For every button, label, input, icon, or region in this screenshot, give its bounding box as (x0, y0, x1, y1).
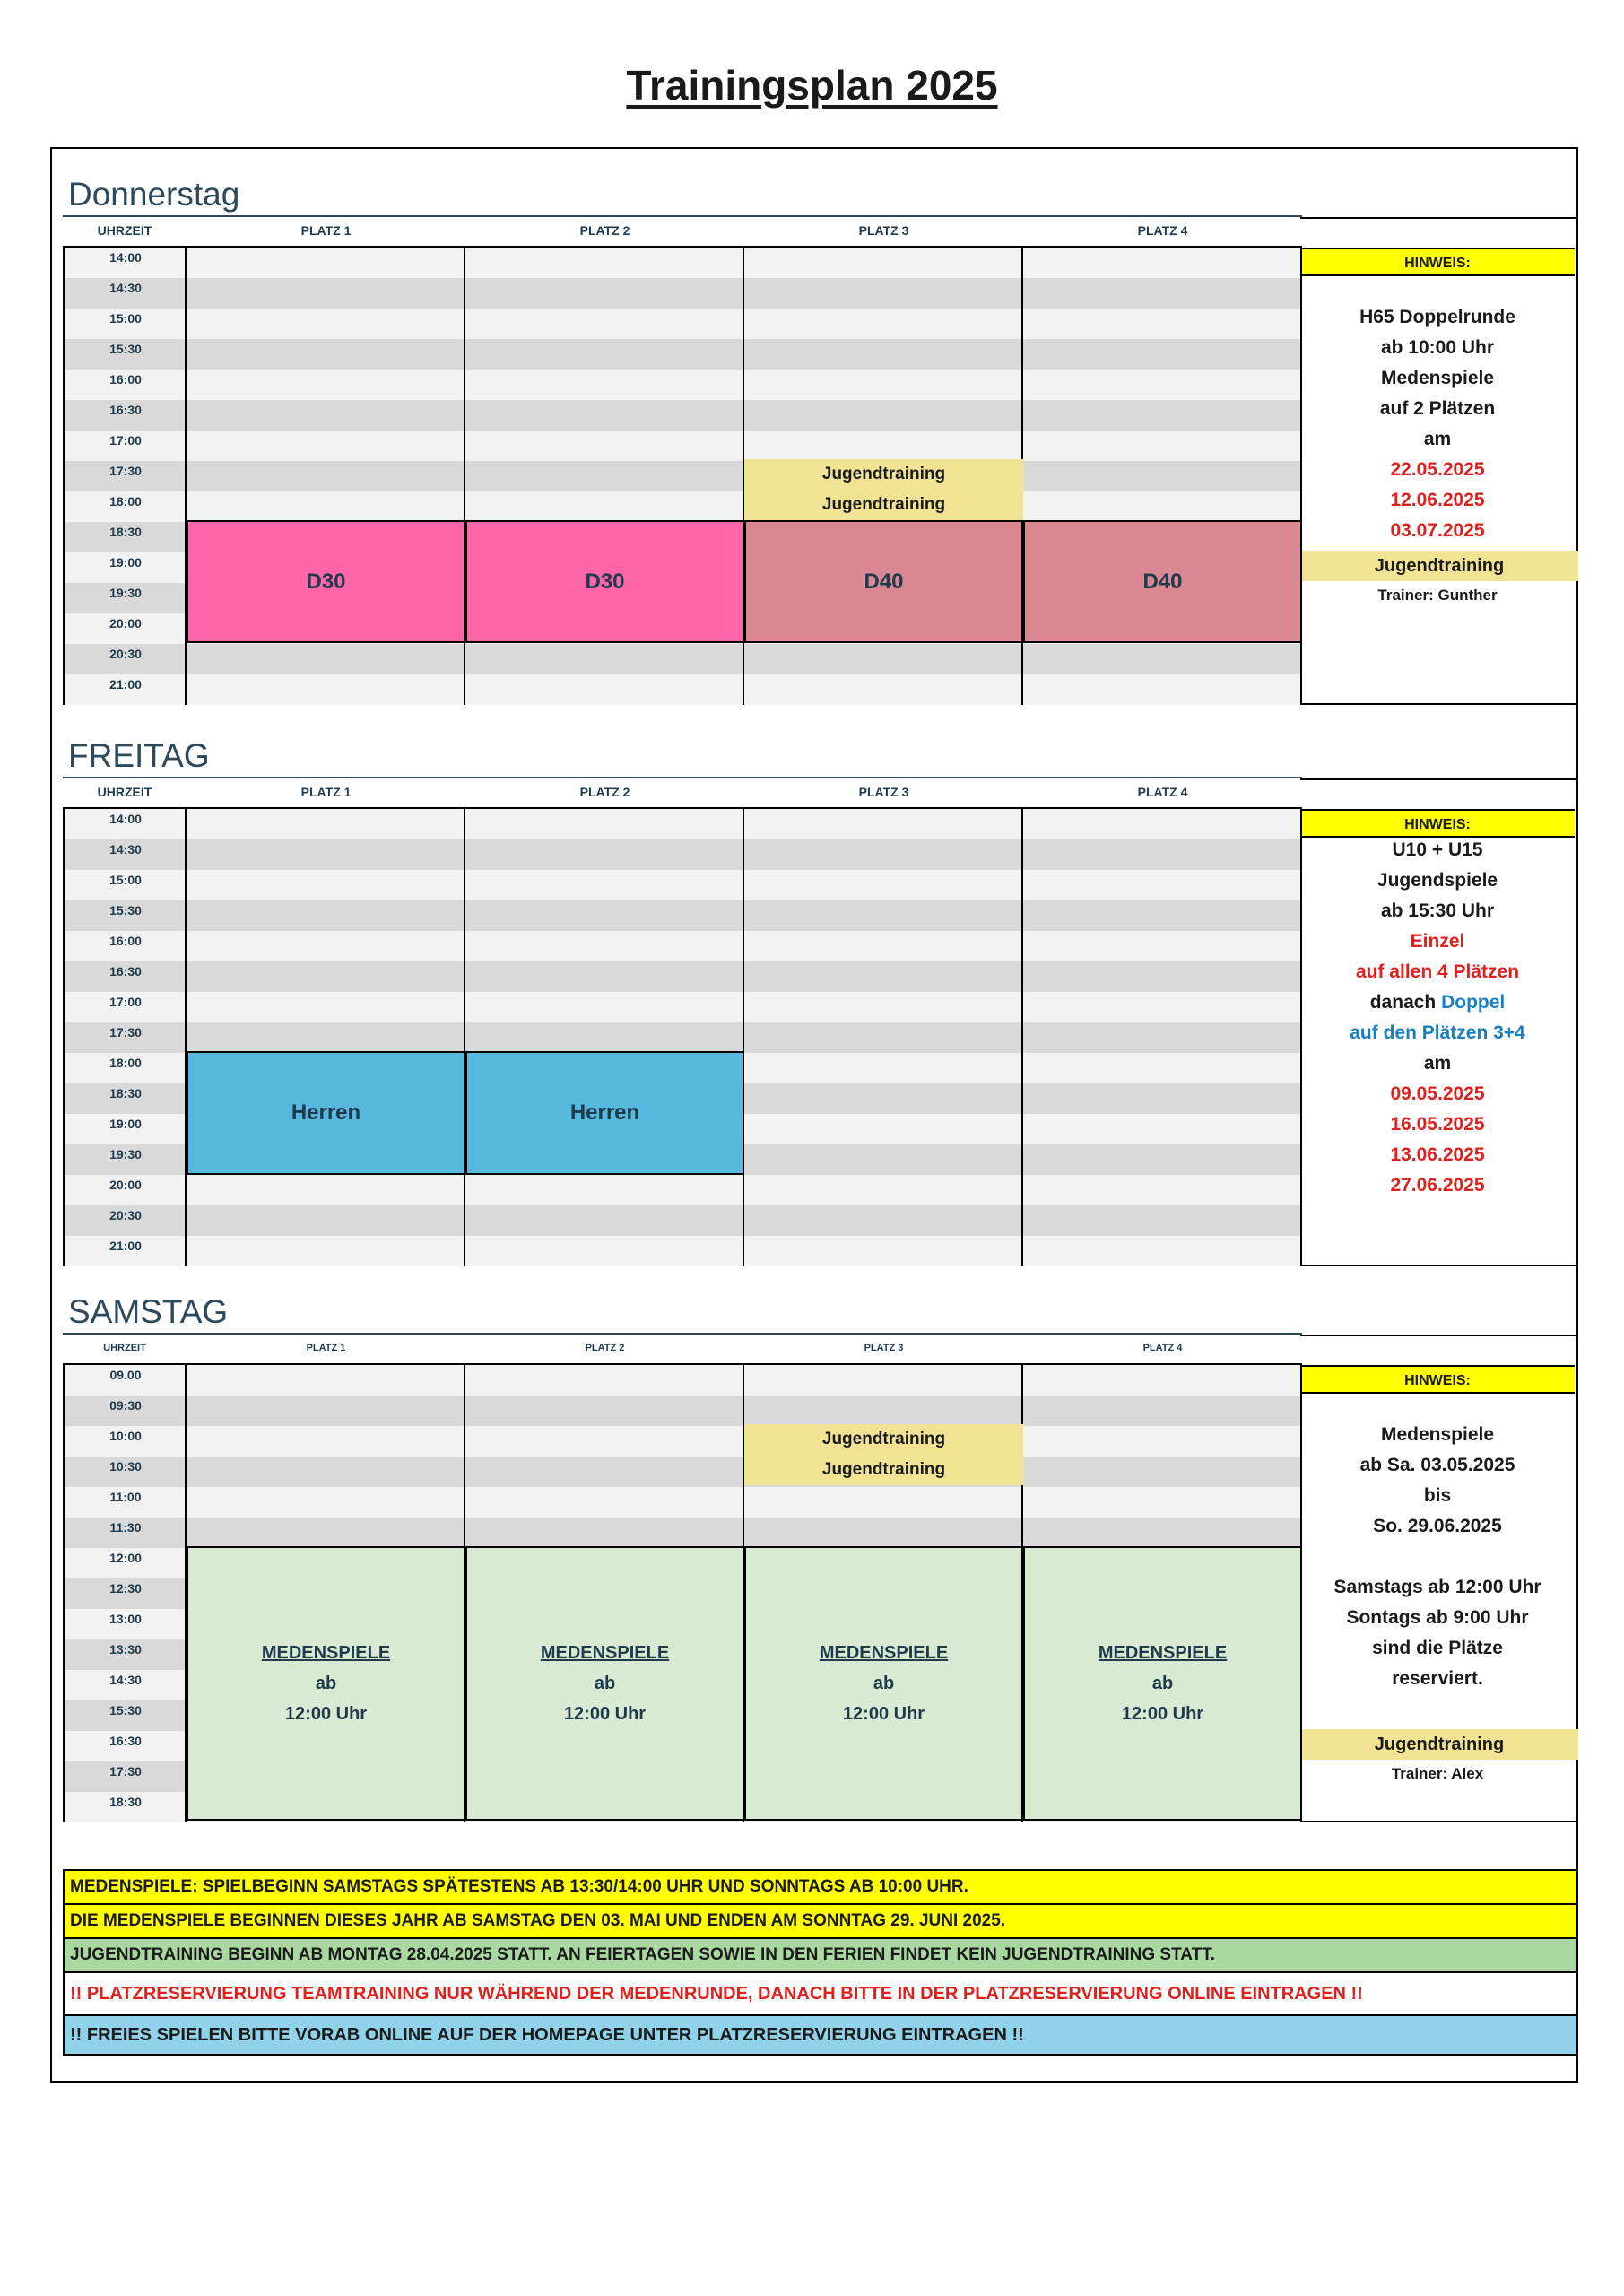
time-row-stripe (187, 1365, 1302, 1396)
hint-line: U10 + U15 (1392, 839, 1483, 860)
medenspiele-block (465, 1546, 744, 1821)
header-uhrzeit: UHRZEIT (97, 785, 152, 799)
time-label: 15:00 (109, 311, 142, 326)
time-label: 17:30 (109, 1025, 142, 1039)
time-row-stripe (187, 309, 1302, 339)
hint-line: am (1423, 1053, 1452, 1074)
time-label: 12:00 (109, 1551, 142, 1565)
jugendtraining-slot: Jugendtraining (744, 1455, 1023, 1485)
time-label: 14:00 (109, 250, 142, 265)
hint-heading: HINWEIS: (1300, 1365, 1575, 1394)
hint-line: ab Sa. 03.05.2025 (1359, 1455, 1515, 1475)
hint-line: auf den Plätzen 3+4 (1350, 1022, 1525, 1043)
hint-line: bis (1423, 1485, 1452, 1506)
time-label: 20:00 (109, 1178, 142, 1192)
hint-heading: HINWEIS: (1300, 809, 1575, 838)
time-label: 09.00 (109, 1368, 142, 1382)
hint-line: auf 2 Plätzen (1379, 398, 1496, 419)
hint-jugendtraining: Jugendtraining (1300, 1729, 1578, 1760)
hint-date: 03.07.2025 (1390, 520, 1485, 541)
medenspiele-label: MEDENSPIELE (261, 1643, 391, 1663)
time-label: 21:00 (109, 1239, 142, 1253)
time-row-stripe (187, 430, 1302, 461)
header-platz-4: PLATZ 4 (1137, 223, 1188, 238)
time-label: 13:00 (109, 1612, 142, 1626)
time-row-stripe (187, 961, 1302, 992)
medenspiele-ab: ab (1151, 1674, 1174, 1693)
hint-panel (1300, 217, 1578, 705)
hint-line: am (1423, 429, 1452, 449)
header-platz-1: PLATZ 1 (306, 1343, 346, 1353)
hint-line: sind die Plätze (1372, 1638, 1503, 1658)
time-row-stripe (187, 992, 1302, 1022)
time-label: 19:30 (109, 586, 142, 600)
time-label: 17:00 (109, 995, 142, 1009)
medenspiele-label: MEDENSPIELE (540, 1643, 670, 1663)
time-row-stripe (187, 1518, 1302, 1548)
time-row-stripe (187, 1396, 1302, 1426)
hint-heading: HINWEIS: (1300, 248, 1575, 276)
hint-line: Medenspiele (1380, 1424, 1495, 1445)
hint-jugendtraining: Jugendtraining (1300, 551, 1578, 581)
time-row-stripe (187, 900, 1302, 931)
header-platz-3: PLATZ 3 (858, 223, 909, 238)
training-block-herren: Herren (465, 1051, 744, 1175)
hint-date: 09.05.2025 (1390, 1083, 1485, 1104)
time-label: 17:30 (109, 464, 142, 478)
page-title: Trainingsplan 2025 (626, 62, 998, 109)
hint-text: danach (1369, 992, 1442, 1013)
hint-date: 22.05.2025 (1390, 459, 1485, 480)
hint-trainer: Trainer: Alex (1391, 1765, 1484, 1782)
time-row-stripe (187, 1487, 1302, 1518)
note-medenspiele-zeitraum: DIE MEDENSPIELE BEGINNEN DIESES JAHR AB SAMSTAG DEN 03. MAI UND ENDEN AM SONNTAG 29. JUNI 2025. (63, 1903, 1578, 1939)
time-label: 20:00 (109, 616, 142, 631)
time-label: 16:30 (109, 403, 142, 417)
jugendtraining-slot: Jugendtraining (744, 459, 1023, 490)
section-donnerstag (63, 176, 1578, 714)
time-row-stripe (187, 1175, 1302, 1205)
header-platz-1: PLATZ 1 (300, 223, 352, 238)
header-platz-1: PLATZ 1 (300, 785, 352, 799)
hint-date: 13.06.2025 (1390, 1144, 1485, 1165)
time-label: 18:30 (109, 525, 142, 539)
header-platz-2: PLATZ 2 (579, 785, 630, 799)
hint-line: Jugendspiele (1376, 870, 1498, 891)
time-label: 20:30 (109, 647, 142, 661)
day-title: SAMSTAG (68, 1293, 229, 1330)
header-platz-3: PLATZ 3 (864, 1343, 904, 1353)
time-label: 16:00 (109, 372, 142, 387)
day-title: FREITAG (68, 737, 210, 774)
note-freies-spielen: !! FREIES SPIELEN BITTE VORAB ONLINE AUF DER HOMEPAGE UNTER PLATZRESERVIERUNG EINTRAGEN !! (63, 2014, 1578, 2056)
medenspiele-time: 12:00 Uhr (1121, 1704, 1204, 1724)
time-label: 11:30 (109, 1520, 142, 1535)
medenspiele-time: 12:00 Uhr (563, 1704, 647, 1724)
time-label: 20:30 (109, 1208, 142, 1222)
medenspiele-ab: ab (594, 1674, 616, 1693)
header-uhrzeit: UHRZEIT (103, 1343, 146, 1353)
time-label: 17:30 (109, 1764, 142, 1779)
time-label: 18:30 (109, 1795, 142, 1809)
time-label: 13:30 (109, 1642, 142, 1657)
time-row-stripe (187, 1205, 1302, 1236)
medenspiele-block (1023, 1546, 1302, 1821)
hint-line: H65 Doppelrunde (1359, 307, 1515, 327)
time-row-stripe (187, 339, 1302, 370)
time-label: 21:00 (109, 677, 142, 691)
time-row-stripe (187, 1022, 1302, 1053)
hint-trainer: Trainer: Gunther (1377, 587, 1498, 604)
schedule-grid (63, 1363, 1302, 1822)
hint-line: auf allen 4 Plätzen (1355, 961, 1520, 982)
time-row-stripe (187, 370, 1302, 400)
hint-line: Samstags ab 12:00 Uhr (1333, 1577, 1541, 1597)
hint-line: Medenspiele (1380, 368, 1495, 388)
time-label: 14:30 (109, 842, 142, 857)
time-label: 15:30 (109, 903, 142, 918)
time-row-stripe (187, 931, 1302, 961)
training-block-d40: D40 (744, 520, 1023, 643)
time-row-stripe (187, 248, 1302, 278)
hint-date: 16.05.2025 (1390, 1114, 1485, 1135)
header-platz-2: PLATZ 2 (585, 1343, 625, 1353)
time-row-stripe (187, 1236, 1302, 1266)
column-header-row (63, 1335, 1302, 1361)
medenspiele-ab: ab (873, 1674, 895, 1693)
time-label: 15:00 (109, 873, 142, 887)
time-label: 18:30 (109, 1086, 142, 1100)
medenspiele-label: MEDENSPIELE (1098, 1643, 1228, 1663)
time-label: 12:30 (109, 1581, 142, 1596)
time-label: 19:00 (109, 555, 142, 570)
hint-text-doppel: Doppel (1441, 992, 1506, 1013)
hint-line: So. 29.06.2025 (1373, 1516, 1502, 1536)
time-label: 19:00 (109, 1117, 142, 1131)
time-row-stripe (187, 809, 1302, 839)
time-label: 15:30 (109, 342, 142, 356)
schedule-grid (63, 246, 1302, 705)
hint-line: ab 15:30 Uhr (1380, 900, 1495, 921)
schedule-grid (63, 807, 1302, 1266)
medenspiele-time: 12:00 Uhr (842, 1704, 925, 1724)
time-label: 14:30 (109, 1673, 142, 1687)
time-label: 18:00 (109, 494, 142, 509)
time-label: 19:30 (109, 1147, 142, 1161)
training-block-d30: D30 (187, 520, 465, 643)
section-samstag (63, 1293, 1578, 1849)
time-row-stripe (187, 674, 1302, 705)
training-block-herren: Herren (187, 1051, 465, 1175)
time-row-stripe (187, 644, 1302, 674)
hint-line: ab 10:00 Uhr (1380, 337, 1495, 358)
time-label: 11:00 (109, 1490, 142, 1504)
time-label: 15:30 (109, 1703, 142, 1718)
column-header-row (63, 217, 1302, 244)
hint-line: Einzel (1410, 931, 1465, 952)
header-platz-4: PLATZ 4 (1137, 785, 1188, 799)
note-platzreservierung-team: !! PLATZRESERVIERUNG TEAMTRAINING NUR WÄHREND DER MEDENRUNDE, DANACH BITTE IN DER PLATZRESERVIERUNG ONLINE EINTRAGEN !! (63, 1971, 1578, 2016)
time-label: 09:30 (109, 1398, 142, 1413)
training-block-d30: D30 (465, 520, 744, 643)
medenspiele-ab: ab (315, 1674, 337, 1693)
jugendtraining-slot: Jugendtraining (744, 1424, 1023, 1455)
section-freitag (63, 737, 1578, 1275)
time-label: 14:30 (109, 281, 142, 295)
hint-panel (1300, 1335, 1578, 1822)
hint-panel (1300, 778, 1578, 1266)
header-platz-4: PLATZ 4 (1142, 1343, 1183, 1353)
note-jugendtraining: JUGENDTRAINING BEGINN AB MONTAG 28.04.2025 STATT. AN FEIERTAGEN SOWIE IN DEN FERIEN FINDET KEIN JUGENDTRAINING STATT. (63, 1937, 1578, 1973)
hint-date: 12.06.2025 (1390, 490, 1485, 510)
time-label: 14:00 (109, 812, 142, 826)
time-row-stripe (187, 839, 1302, 870)
time-row-stripe (187, 278, 1302, 309)
hint-line: reserviert. (1392, 1668, 1483, 1689)
training-block-d40: D40 (1023, 520, 1302, 643)
medenspiele-label: MEDENSPIELE (819, 1643, 949, 1663)
medenspiele-time: 12:00 Uhr (284, 1704, 368, 1724)
hint-line (1300, 992, 1575, 1013)
time-label: 17:00 (109, 433, 142, 448)
header-platz-2: PLATZ 2 (579, 223, 630, 238)
time-label: 16:30 (109, 964, 142, 978)
column-header-row (63, 778, 1302, 805)
time-label: 16:00 (109, 934, 142, 948)
time-label: 10:30 (109, 1459, 142, 1474)
time-label: 16:30 (109, 1734, 142, 1748)
hint-line: Sontags ab 9:00 Uhr (1346, 1607, 1529, 1628)
time-label: 18:00 (109, 1056, 142, 1070)
hint-date: 27.06.2025 (1390, 1175, 1485, 1196)
header-platz-3: PLATZ 3 (858, 785, 909, 799)
note-medenspiele-beginn: MEDENSPIELE: SPIELBEGINN SAMSTAGS SPÄTESTENS AB 13:30/14:00 UHR UND SONNTAGS AB 10:00 UHR. (63, 1869, 1578, 1905)
time-label: 10:00 (109, 1429, 142, 1443)
medenspiele-block (187, 1546, 465, 1821)
day-title: Donnerstag (68, 176, 240, 213)
time-row-stripe (187, 400, 1302, 430)
medenspiele-block (744, 1546, 1023, 1821)
time-row-stripe (187, 870, 1302, 900)
header-uhrzeit: UHRZEIT (97, 223, 152, 238)
jugendtraining-slot: Jugendtraining (744, 490, 1023, 520)
